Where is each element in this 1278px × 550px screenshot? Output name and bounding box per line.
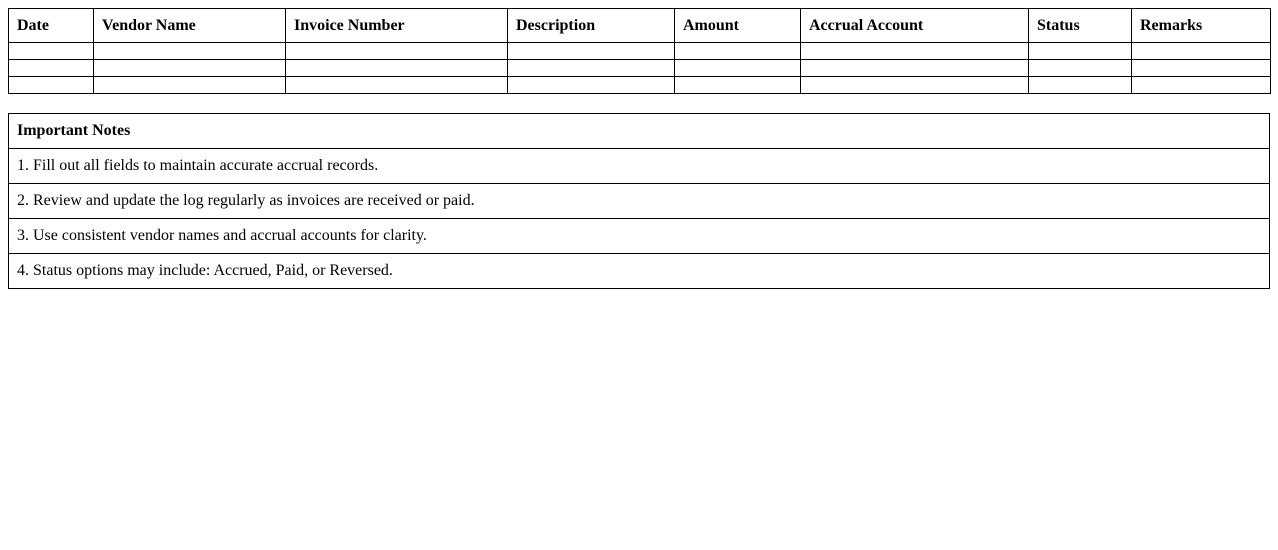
table-cell[interactable] [508,77,675,94]
table-row [9,43,1271,60]
column-header-remarks: Remarks [1132,9,1271,43]
notes-row [9,219,1270,254]
column-header-description: Description [508,9,675,43]
note-item: 1. Fill out all fields to maintain accurate accrual records. [9,149,1270,184]
table-cell[interactable] [508,43,675,60]
table-cell[interactable] [801,60,1029,77]
table-cell[interactable] [1029,60,1132,77]
table-cell[interactable] [94,77,286,94]
table-cell[interactable] [1029,43,1132,60]
table-cell[interactable] [1132,77,1271,94]
table-cell[interactable] [286,77,508,94]
table-cell[interactable] [286,60,508,77]
table-cell[interactable] [94,43,286,60]
table-cell[interactable] [1029,77,1132,94]
notes-row [9,149,1270,184]
table-cell[interactable] [801,77,1029,94]
note-item: 4. Status options may include: Accrued, Paid, or Reversed. [9,254,1270,289]
table-cell[interactable] [675,60,801,77]
table-cell[interactable] [801,43,1029,60]
table-cell[interactable] [675,43,801,60]
notes-row [9,184,1270,219]
table-cell[interactable] [508,60,675,77]
column-header-invoice-number: Invoice Number [286,9,508,43]
column-header-accrual-account: Accrual Account [801,9,1029,43]
column-header-date: Date [9,9,94,43]
note-item: 3. Use consistent vendor names and accrual accounts for clarity. [9,219,1270,254]
note-item: 2. Review and update the log regularly as invoices are received or paid. [9,184,1270,219]
table-cell[interactable] [1132,43,1271,60]
accrual-log-table [8,8,1271,94]
table-cell[interactable] [286,43,508,60]
table-cell[interactable] [675,77,801,94]
table-row [9,60,1271,77]
column-header-vendor-name: Vendor Name [94,9,286,43]
table-cell[interactable] [1132,60,1271,77]
table-row [9,77,1271,94]
notes-row [9,254,1270,289]
important-notes-table [8,113,1270,289]
table-cell[interactable] [9,77,94,94]
table-cell[interactable] [9,60,94,77]
notes-header-row [9,114,1270,149]
table-cell[interactable] [9,43,94,60]
column-header-amount: Amount [675,9,801,43]
column-header-status: Status [1029,9,1132,43]
notes-title: Important Notes [9,114,1270,149]
table-cell[interactable] [94,60,286,77]
table-header-row [9,9,1271,43]
